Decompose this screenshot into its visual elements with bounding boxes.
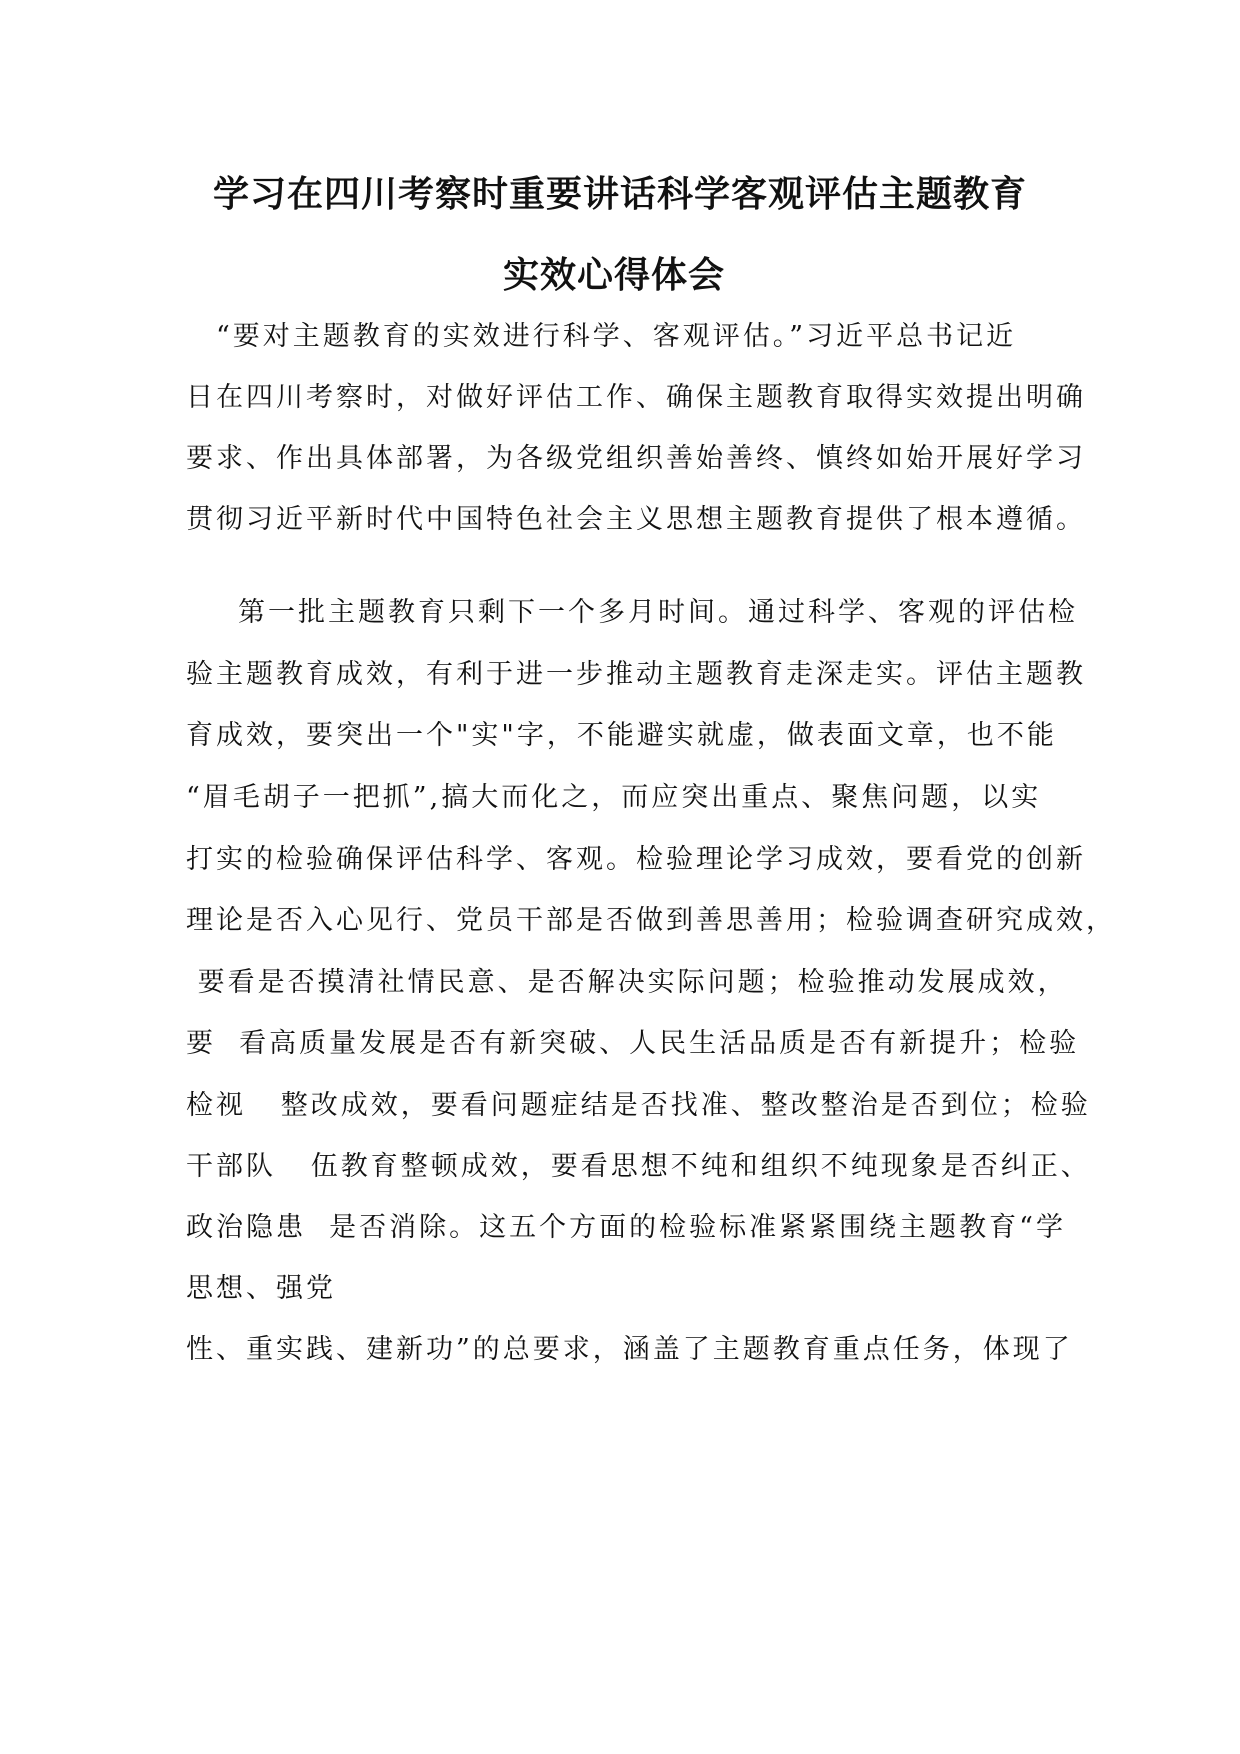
paragraph-2-line-9: 检视 整改成效，要看问题症结是否找准、整改整治是否到位；检验 — [186, 1090, 1091, 1121]
paragraph-1-line-1: “要对主题教育的实效进行科学、客观评估。”习近平总书记近 — [216, 321, 1017, 352]
paragraph-2-line-4: “眉毛胡子一把抓”,搞大而化之，而应突出重点、聚焦问题，以实 — [186, 782, 1042, 813]
document-title-line-2: 实效心得体会 — [502, 255, 725, 296]
paragraph-2-line-6: 理论是否入心见行、党员干部是否做到善思善用；检验调查研究成效， — [186, 905, 1116, 936]
paragraph-2-line-11: 政治隐患 是否消除。这五个方面的检验标准紧紧围绕主题教育“学 — [186, 1212, 1066, 1243]
paragraph-2-line-5: 打实的检验确保评估科学、客观。检验理论学习成效，要看党的创新 — [186, 844, 1086, 875]
paragraph-2-line-1: 第一批主题教育只剩下一个多月时间。通过科学、客观的评估检 — [238, 597, 1078, 628]
paragraph-2-line-7: 要看是否摸清社情民意、是否解决实际问题；检验推动发展成效， — [186, 967, 1068, 998]
paragraph-2-line-13: 性、重实践、建新功”的总要求，涵盖了主题教育重点任务，体现了 — [186, 1334, 1073, 1365]
paragraph-2-line-3: 育成效，要突出一个"实"字，不能避实就虚，做表面文章，也不能 — [186, 720, 1057, 751]
paragraph-2-line-10: 干部队 伍教育整顿成效，要看思想不纯和组织不纯现象是否纠正、 — [186, 1151, 1091, 1182]
paragraph-1-line-2: 日在四川考察时，对做好评估工作、确保主题教育取得实效提出明确 — [186, 382, 1086, 413]
paragraph-2-line-8: 要 看高质量发展是否有新突破、人民生活品质是否有新提升；检验 — [186, 1028, 1080, 1059]
document-title-line-1: 学习在四川考察时重要讲话科学客观评估主题教育 — [212, 174, 1027, 215]
paragraph-2-line-12: 思想、强党 — [186, 1273, 336, 1304]
paragraph-1-line-3: 要求、作出具体部署，为各级党组织善始善终、慎终如始开展好学习 — [186, 443, 1086, 474]
paragraph-1-line-4: 贯彻习近平新时代中国特色社会主义思想主题教育提供了根本遵循。 — [186, 504, 1086, 535]
paragraph-2-line-2: 验主题教育成效，有利于进一步推动主题教育走深走实。评估主题教 — [186, 659, 1086, 690]
